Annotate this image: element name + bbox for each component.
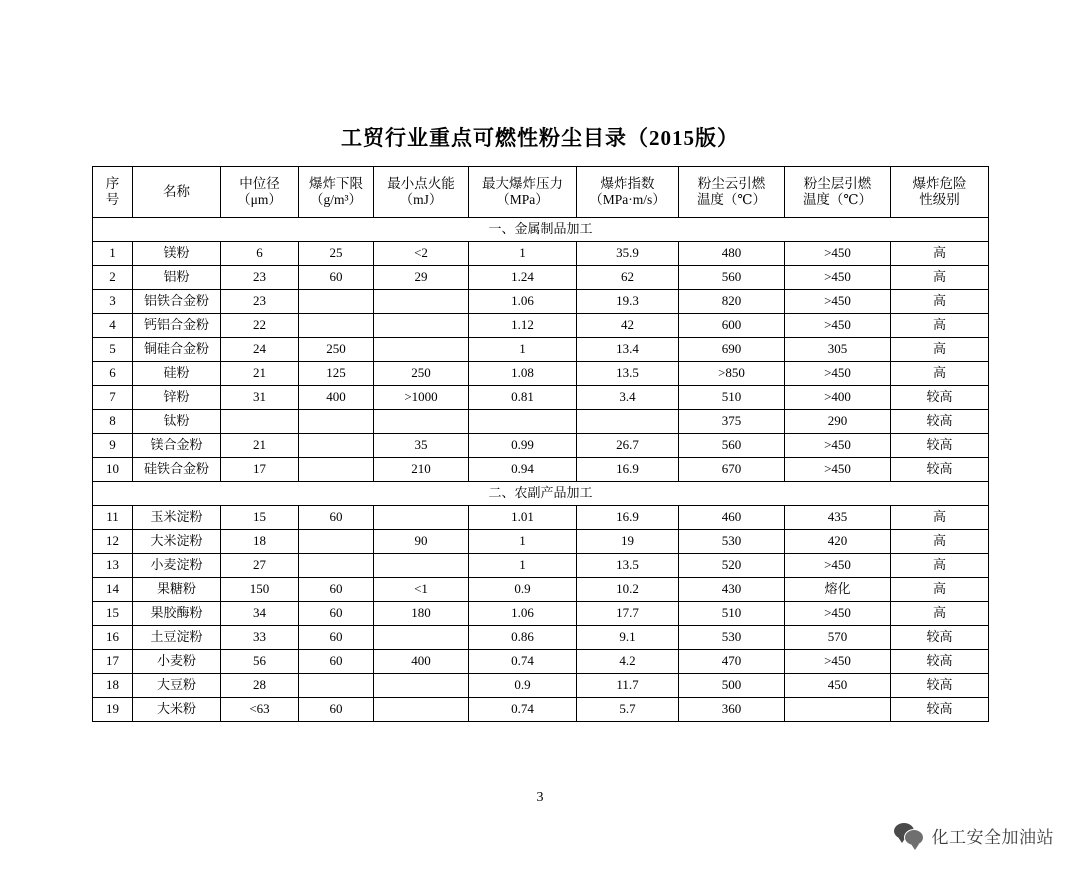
cell-mie: >1000 — [374, 386, 469, 410]
cell-mit-cloud: 500 — [679, 674, 785, 698]
cell-index: 14 — [93, 578, 133, 602]
cell-mit-cloud: 520 — [679, 554, 785, 578]
wechat-icon — [894, 822, 924, 848]
cell-grade: 高 — [891, 290, 989, 314]
column-header-min-ignition-energy-line2: （mJ） — [399, 192, 443, 207]
cell-grade: 高 — [891, 506, 989, 530]
table-row — [93, 578, 989, 602]
cell-mie — [374, 410, 469, 434]
cell-mit-cloud: 530 — [679, 626, 785, 650]
cell-mit-cloud: 460 — [679, 506, 785, 530]
cell-kst: 35.9 — [577, 242, 679, 266]
cell-index: 8 — [93, 410, 133, 434]
cell-lel: 25 — [299, 242, 374, 266]
cell-index: 2 — [93, 266, 133, 290]
cell-kst: 11.7 — [577, 674, 679, 698]
cell-mit-cloud: 530 — [679, 530, 785, 554]
cell-pmax: 1 — [469, 530, 577, 554]
cell-pmax: 0.99 — [469, 434, 577, 458]
cell-d50: 28 — [221, 674, 299, 698]
cell-mit-layer — [785, 698, 891, 722]
cell-mit-cloud: 820 — [679, 290, 785, 314]
column-header-median-diameter — [221, 167, 299, 218]
cell-d50 — [221, 410, 299, 434]
cell-d50: 150 — [221, 578, 299, 602]
cell-mie: <2 — [374, 242, 469, 266]
cell-lel — [299, 410, 374, 434]
cell-kst: 16.9 — [577, 458, 679, 482]
cell-grade: 高 — [891, 266, 989, 290]
cell-name: 镁粉 — [133, 242, 221, 266]
cell-pmax — [469, 410, 577, 434]
cell-mit-cloud: 375 — [679, 410, 785, 434]
cell-mie — [374, 554, 469, 578]
table-row — [93, 434, 989, 458]
cell-grade: 高 — [891, 530, 989, 554]
cell-lel: 60 — [299, 698, 374, 722]
cell-mit-cloud: 480 — [679, 242, 785, 266]
cell-index: 3 — [93, 290, 133, 314]
column-header-index-line1: 序 — [105, 176, 120, 192]
cell-d50: 17 — [221, 458, 299, 482]
cell-kst: 19.3 — [577, 290, 679, 314]
cell-mie: 35 — [374, 434, 469, 458]
cell-name: 小麦淀粉 — [133, 554, 221, 578]
table-row — [93, 362, 989, 386]
cell-name: 玉米淀粉 — [133, 506, 221, 530]
column-header-explosion-index-line1: 爆炸指数 — [600, 176, 655, 192]
cell-index: 6 — [93, 362, 133, 386]
cell-pmax: 1 — [469, 554, 577, 578]
table-row — [93, 266, 989, 290]
table-row — [93, 506, 989, 530]
column-header-explosion-lower-limit — [299, 167, 374, 218]
page-title: 工贸行业重点可燃性粉尘目录（2015版） — [341, 126, 739, 150]
cell-lel: 125 — [299, 362, 374, 386]
table-row — [93, 314, 989, 338]
cell-name: 锌粉 — [133, 386, 221, 410]
cell-name: 大米粉 — [133, 698, 221, 722]
column-header-layer-ignition-temp-line1: 粉尘层引燃 — [803, 176, 872, 192]
cell-index: 16 — [93, 626, 133, 650]
column-header-name-line1: 名称 — [163, 184, 190, 200]
cell-d50: 18 — [221, 530, 299, 554]
cell-name: 小麦粉 — [133, 650, 221, 674]
table-row — [93, 602, 989, 626]
section-label-metal: 一、金属制品加工 — [93, 218, 989, 242]
column-header-max-explosion-pressure-line2: （MPa） — [496, 192, 549, 207]
cell-grade: 高 — [891, 578, 989, 602]
cell-d50: 23 — [221, 290, 299, 314]
column-header-layer-ignition-temp — [785, 167, 891, 218]
cell-grade: 较高 — [891, 458, 989, 482]
cell-index: 1 — [93, 242, 133, 266]
cell-d50: 27 — [221, 554, 299, 578]
column-header-explosion-index — [577, 167, 679, 218]
cell-index: 11 — [93, 506, 133, 530]
column-header-name — [133, 167, 221, 218]
table-row — [93, 290, 989, 314]
cell-grade: 高 — [891, 362, 989, 386]
cell-mit-cloud: >850 — [679, 362, 785, 386]
cell-lel — [299, 434, 374, 458]
cell-kst: 13.5 — [577, 554, 679, 578]
cell-mit-layer: 305 — [785, 338, 891, 362]
cell-lel — [299, 290, 374, 314]
cell-kst: 26.7 — [577, 434, 679, 458]
cell-mie — [374, 338, 469, 362]
cell-lel: 60 — [299, 266, 374, 290]
cell-d50: 21 — [221, 362, 299, 386]
cell-d50: 21 — [221, 434, 299, 458]
cell-d50: <63 — [221, 698, 299, 722]
cell-grade: 高 — [891, 242, 989, 266]
cell-grade: 高 — [891, 314, 989, 338]
cell-mit-layer: 450 — [785, 674, 891, 698]
cell-name: 大米淀粉 — [133, 530, 221, 554]
column-header-min-ignition-energy-line1: 最小点火能 — [387, 176, 455, 192]
column-header-explosion-index-line2: （MPa·m/s） — [589, 192, 666, 207]
column-header-cloud-ignition-temp-line1: 粉尘云引燃 — [697, 176, 766, 192]
cell-mit-layer: >450 — [785, 650, 891, 674]
cell-d50: 33 — [221, 626, 299, 650]
cell-mit-layer: 290 — [785, 410, 891, 434]
cell-name: 土豆淀粉 — [133, 626, 221, 650]
table-row — [93, 458, 989, 482]
cell-index: 4 — [93, 314, 133, 338]
cell-kst — [577, 410, 679, 434]
cell-d50: 31 — [221, 386, 299, 410]
cell-grade: 较高 — [891, 674, 989, 698]
cell-kst: 13.5 — [577, 362, 679, 386]
cell-kst: 19 — [577, 530, 679, 554]
cell-pmax: 1.01 — [469, 506, 577, 530]
cell-lel: 250 — [299, 338, 374, 362]
document-page — [0, 122, 1080, 885]
cell-mit-cloud: 360 — [679, 698, 785, 722]
cell-pmax: 1.24 — [469, 266, 577, 290]
cell-pmax: 1 — [469, 338, 577, 362]
column-header-explosion-lower-limit-line1: 爆炸下限 — [309, 176, 363, 192]
cell-kst: 42 — [577, 314, 679, 338]
column-header-index-line2: 号 — [105, 192, 120, 207]
cell-d50: 6 — [221, 242, 299, 266]
table-row — [93, 554, 989, 578]
cell-mie — [374, 626, 469, 650]
section-row — [93, 218, 989, 242]
cell-mit-layer: >450 — [785, 458, 891, 482]
cell-mie: 180 — [374, 602, 469, 626]
section-row — [93, 482, 989, 506]
cell-mit-layer: >450 — [785, 266, 891, 290]
table-row — [93, 626, 989, 650]
cell-grade: 高 — [891, 338, 989, 362]
cell-mie — [374, 314, 469, 338]
cell-grade: 较高 — [891, 650, 989, 674]
wechat-watermark — [894, 822, 1055, 848]
dust-catalog-table-wrapper — [92, 166, 988, 722]
cell-lel: 60 — [299, 578, 374, 602]
table-row — [93, 674, 989, 698]
cell-mit-layer: >400 — [785, 386, 891, 410]
cell-grade: 高 — [891, 554, 989, 578]
cell-lel — [299, 554, 374, 578]
cell-index: 17 — [93, 650, 133, 674]
cell-mie — [374, 506, 469, 530]
cell-lel — [299, 314, 374, 338]
column-header-cloud-ignition-temp-line2: 温度（℃） — [696, 192, 767, 207]
cell-name: 镁合金粉 — [133, 434, 221, 458]
cell-kst: 62 — [577, 266, 679, 290]
table-row — [93, 242, 989, 266]
cell-mie — [374, 674, 469, 698]
page-number: 3 — [536, 790, 544, 805]
cell-index: 5 — [93, 338, 133, 362]
cell-name: 果糖粉 — [133, 578, 221, 602]
cell-index: 18 — [93, 674, 133, 698]
cell-d50: 23 — [221, 266, 299, 290]
cell-grade: 高 — [891, 602, 989, 626]
cell-mit-cloud: 560 — [679, 266, 785, 290]
cell-index: 7 — [93, 386, 133, 410]
cell-pmax: 1 — [469, 242, 577, 266]
cell-mie: 400 — [374, 650, 469, 674]
column-header-median-diameter-line1: 中位径 — [239, 176, 280, 192]
cell-mit-cloud: 510 — [679, 602, 785, 626]
table-row — [93, 698, 989, 722]
cell-lel: 60 — [299, 506, 374, 530]
cell-mit-layer: >450 — [785, 602, 891, 626]
cell-mit-cloud: 600 — [679, 314, 785, 338]
dust-catalog-table — [92, 166, 989, 722]
cell-d50: 34 — [221, 602, 299, 626]
column-header-hazard-grade-line2: 性级别 — [919, 192, 960, 207]
cell-pmax: 0.9 — [469, 578, 577, 602]
cell-name: 铝铁合金粉 — [133, 290, 221, 314]
column-header-median-diameter-line2: （μm） — [237, 192, 282, 207]
cell-pmax: 0.86 — [469, 626, 577, 650]
column-header-hazard-grade — [891, 167, 989, 218]
cell-kst: 17.7 — [577, 602, 679, 626]
cell-index: 19 — [93, 698, 133, 722]
cell-name: 钙铝合金粉 — [133, 314, 221, 338]
cell-kst: 10.2 — [577, 578, 679, 602]
table-row — [93, 650, 989, 674]
cell-mie: 29 — [374, 266, 469, 290]
cell-mie: <1 — [374, 578, 469, 602]
cell-index: 9 — [93, 434, 133, 458]
cell-grade: 较高 — [891, 626, 989, 650]
cell-mit-layer: >450 — [785, 290, 891, 314]
cell-kst: 13.4 — [577, 338, 679, 362]
cell-mit-layer: 570 — [785, 626, 891, 650]
column-header-layer-ignition-temp-line2: 温度（℃） — [802, 192, 873, 207]
cell-mie: 210 — [374, 458, 469, 482]
table-body — [93, 218, 989, 722]
cell-pmax: 0.74 — [469, 650, 577, 674]
cell-index: 15 — [93, 602, 133, 626]
section-label-agriculture: 二、农副产品加工 — [93, 482, 989, 506]
cell-grade: 较高 — [891, 698, 989, 722]
cell-pmax: 1.06 — [469, 290, 577, 314]
cell-pmax: 0.81 — [469, 386, 577, 410]
cell-kst: 3.4 — [577, 386, 679, 410]
cell-mit-layer: 熔化 — [785, 578, 891, 602]
cell-mit-cloud: 430 — [679, 578, 785, 602]
column-header-index — [93, 167, 133, 218]
column-header-explosion-lower-limit-line2: （g/m³） — [309, 192, 363, 207]
column-header-max-explosion-pressure — [469, 167, 577, 218]
table-row — [93, 386, 989, 410]
cell-lel — [299, 530, 374, 554]
cell-lel — [299, 458, 374, 482]
cell-grade: 较高 — [891, 434, 989, 458]
cell-lel: 60 — [299, 602, 374, 626]
cell-pmax: 1.08 — [469, 362, 577, 386]
cell-pmax: 1.12 — [469, 314, 577, 338]
cell-kst: 4.2 — [577, 650, 679, 674]
table-row — [93, 530, 989, 554]
cell-grade: 较高 — [891, 410, 989, 434]
cell-pmax: 0.74 — [469, 698, 577, 722]
cell-d50: 56 — [221, 650, 299, 674]
cell-mit-layer: >450 — [785, 362, 891, 386]
cell-name: 果胶酶粉 — [133, 602, 221, 626]
cell-d50: 22 — [221, 314, 299, 338]
cell-name: 硅铁合金粉 — [133, 458, 221, 482]
cell-lel — [299, 674, 374, 698]
cell-index: 13 — [93, 554, 133, 578]
cell-lel: 60 — [299, 626, 374, 650]
cell-mit-cloud: 690 — [679, 338, 785, 362]
cell-mie — [374, 698, 469, 722]
cell-index: 12 — [93, 530, 133, 554]
cell-kst: 16.9 — [577, 506, 679, 530]
wechat-account-name: 化工安全加油站 — [931, 827, 1054, 847]
cell-kst: 5.7 — [577, 698, 679, 722]
cell-name: 硅粉 — [133, 362, 221, 386]
table-row — [93, 410, 989, 434]
cell-mit-layer: >450 — [785, 434, 891, 458]
column-header-hazard-grade-line1: 爆炸危险 — [912, 176, 967, 192]
cell-pmax: 0.9 — [469, 674, 577, 698]
cell-mit-cloud: 510 — [679, 386, 785, 410]
cell-lel: 60 — [299, 650, 374, 674]
cell-name: 钛粉 — [133, 410, 221, 434]
cell-mit-layer: >450 — [785, 242, 891, 266]
cell-d50: 15 — [221, 506, 299, 530]
column-header-min-ignition-energy — [374, 167, 469, 218]
cell-mit-cloud: 470 — [679, 650, 785, 674]
cell-mit-cloud: 560 — [679, 434, 785, 458]
cell-mit-cloud: 670 — [679, 458, 785, 482]
cell-mit-layer: >450 — [785, 554, 891, 578]
table-header — [93, 167, 989, 218]
column-header-cloud-ignition-temp — [679, 167, 785, 218]
cell-d50: 24 — [221, 338, 299, 362]
cell-lel: 400 — [299, 386, 374, 410]
cell-name: 大豆粉 — [133, 674, 221, 698]
column-header-max-explosion-pressure-line1: 最大爆炸压力 — [482, 176, 563, 192]
cell-mit-layer: >450 — [785, 314, 891, 338]
cell-mie — [374, 290, 469, 314]
cell-mit-layer: 435 — [785, 506, 891, 530]
cell-kst: 9.1 — [577, 626, 679, 650]
cell-mit-layer: 420 — [785, 530, 891, 554]
cell-grade: 较高 — [891, 386, 989, 410]
cell-pmax: 0.94 — [469, 458, 577, 482]
cell-name: 铝粉 — [133, 266, 221, 290]
cell-pmax: 1.06 — [469, 602, 577, 626]
cell-mie: 90 — [374, 530, 469, 554]
cell-mie: 250 — [374, 362, 469, 386]
table-header-row — [93, 167, 989, 218]
table-row — [93, 338, 989, 362]
cell-name: 铜硅合金粉 — [133, 338, 221, 362]
cell-index: 10 — [93, 458, 133, 482]
